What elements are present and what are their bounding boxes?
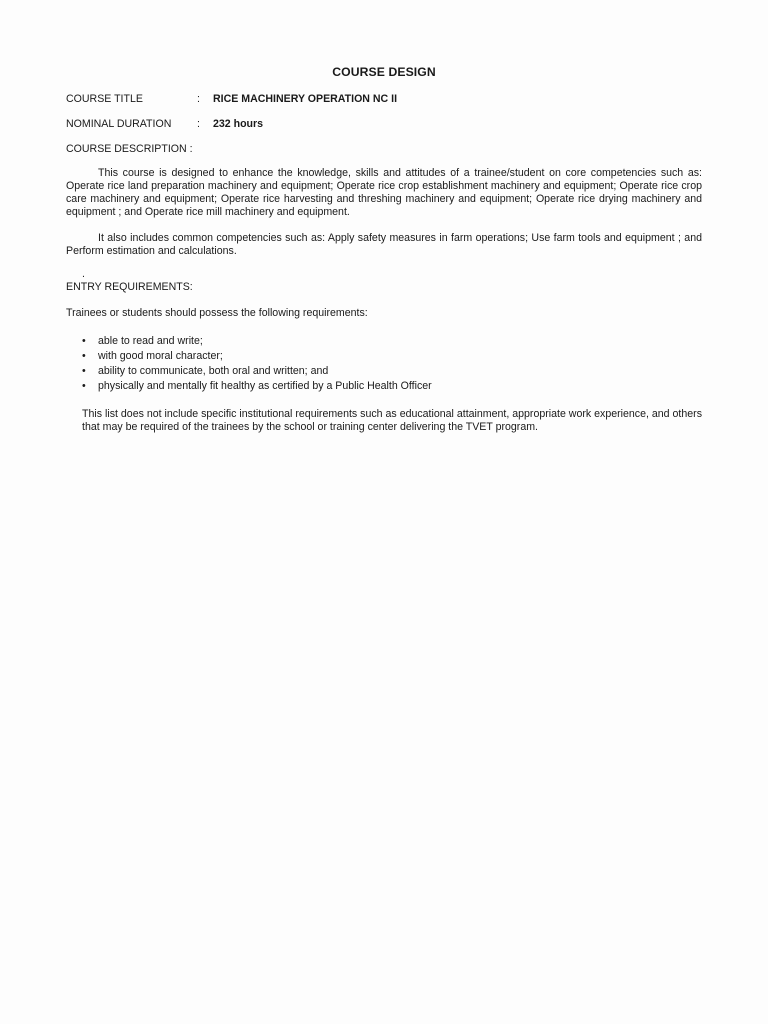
bullet-icon: •	[82, 365, 86, 377]
list-item-text: able to read and write;	[98, 335, 203, 347]
stray-mark: .	[82, 268, 85, 280]
list-item	[82, 365, 432, 380]
common-competencies-paragraph: It also includes common competencies such as: Apply safety measures in farm operations; Use farm tools and equipment ; and Perform estimation and calculations.	[66, 232, 702, 257]
course-title-separator: :	[197, 93, 200, 105]
page-title: COURSE DESIGN	[332, 65, 436, 79]
course-description-label: COURSE DESCRIPTION	[66, 143, 187, 155]
requirements-list	[82, 335, 432, 395]
course-title-label: COURSE TITLE	[66, 93, 143, 105]
nominal-duration-label: NOMINAL DURATION	[66, 118, 172, 130]
course-description-row	[66, 143, 193, 156]
list-item-text: with good moral character;	[98, 350, 223, 362]
bullet-icon: •	[82, 350, 86, 362]
course-title-value: RICE MACHINERY OPERATION NC II	[213, 93, 398, 105]
description-paragraph: This course is designed to enhance the knowledge, skills and attitudes of a trainee/student on core competencies such as: Operate rice land preparation machinery and equipment; Operate rice crop establishment machinery and equipment; Operate rice crop care machinery and equipment; Operate rice harvesting and threshing machinery and equipment; Operate rice drying machinery and equipment ; and Operate rice mill machinery and equipment.	[66, 167, 702, 218]
list-item-text: ability to communicate, both oral and written; and	[98, 365, 329, 377]
nominal-duration-value: 232 hours	[213, 118, 264, 130]
course-description-separator: :	[189, 143, 193, 155]
bullet-icon: •	[82, 380, 86, 392]
nominal-duration-separator: :	[197, 118, 200, 130]
requirements-note: This list does not include specific institutional requirements such as educational attainment, appropriate work experience, and others that may be required of the trainees by the school or training center delivering the TVET program.	[82, 408, 702, 433]
list-item-text: physically and mentally fit healthy as certified by a Public Health Officer	[98, 380, 432, 392]
entry-requirements-heading: ENTRY REQUIREMENTS:	[66, 281, 193, 293]
list-item	[82, 335, 432, 350]
bullet-icon: •	[82, 335, 86, 347]
requirements-intro: Trainees or students should possess the following requirements:	[66, 307, 368, 319]
list-item	[82, 380, 432, 395]
list-item	[82, 350, 432, 365]
